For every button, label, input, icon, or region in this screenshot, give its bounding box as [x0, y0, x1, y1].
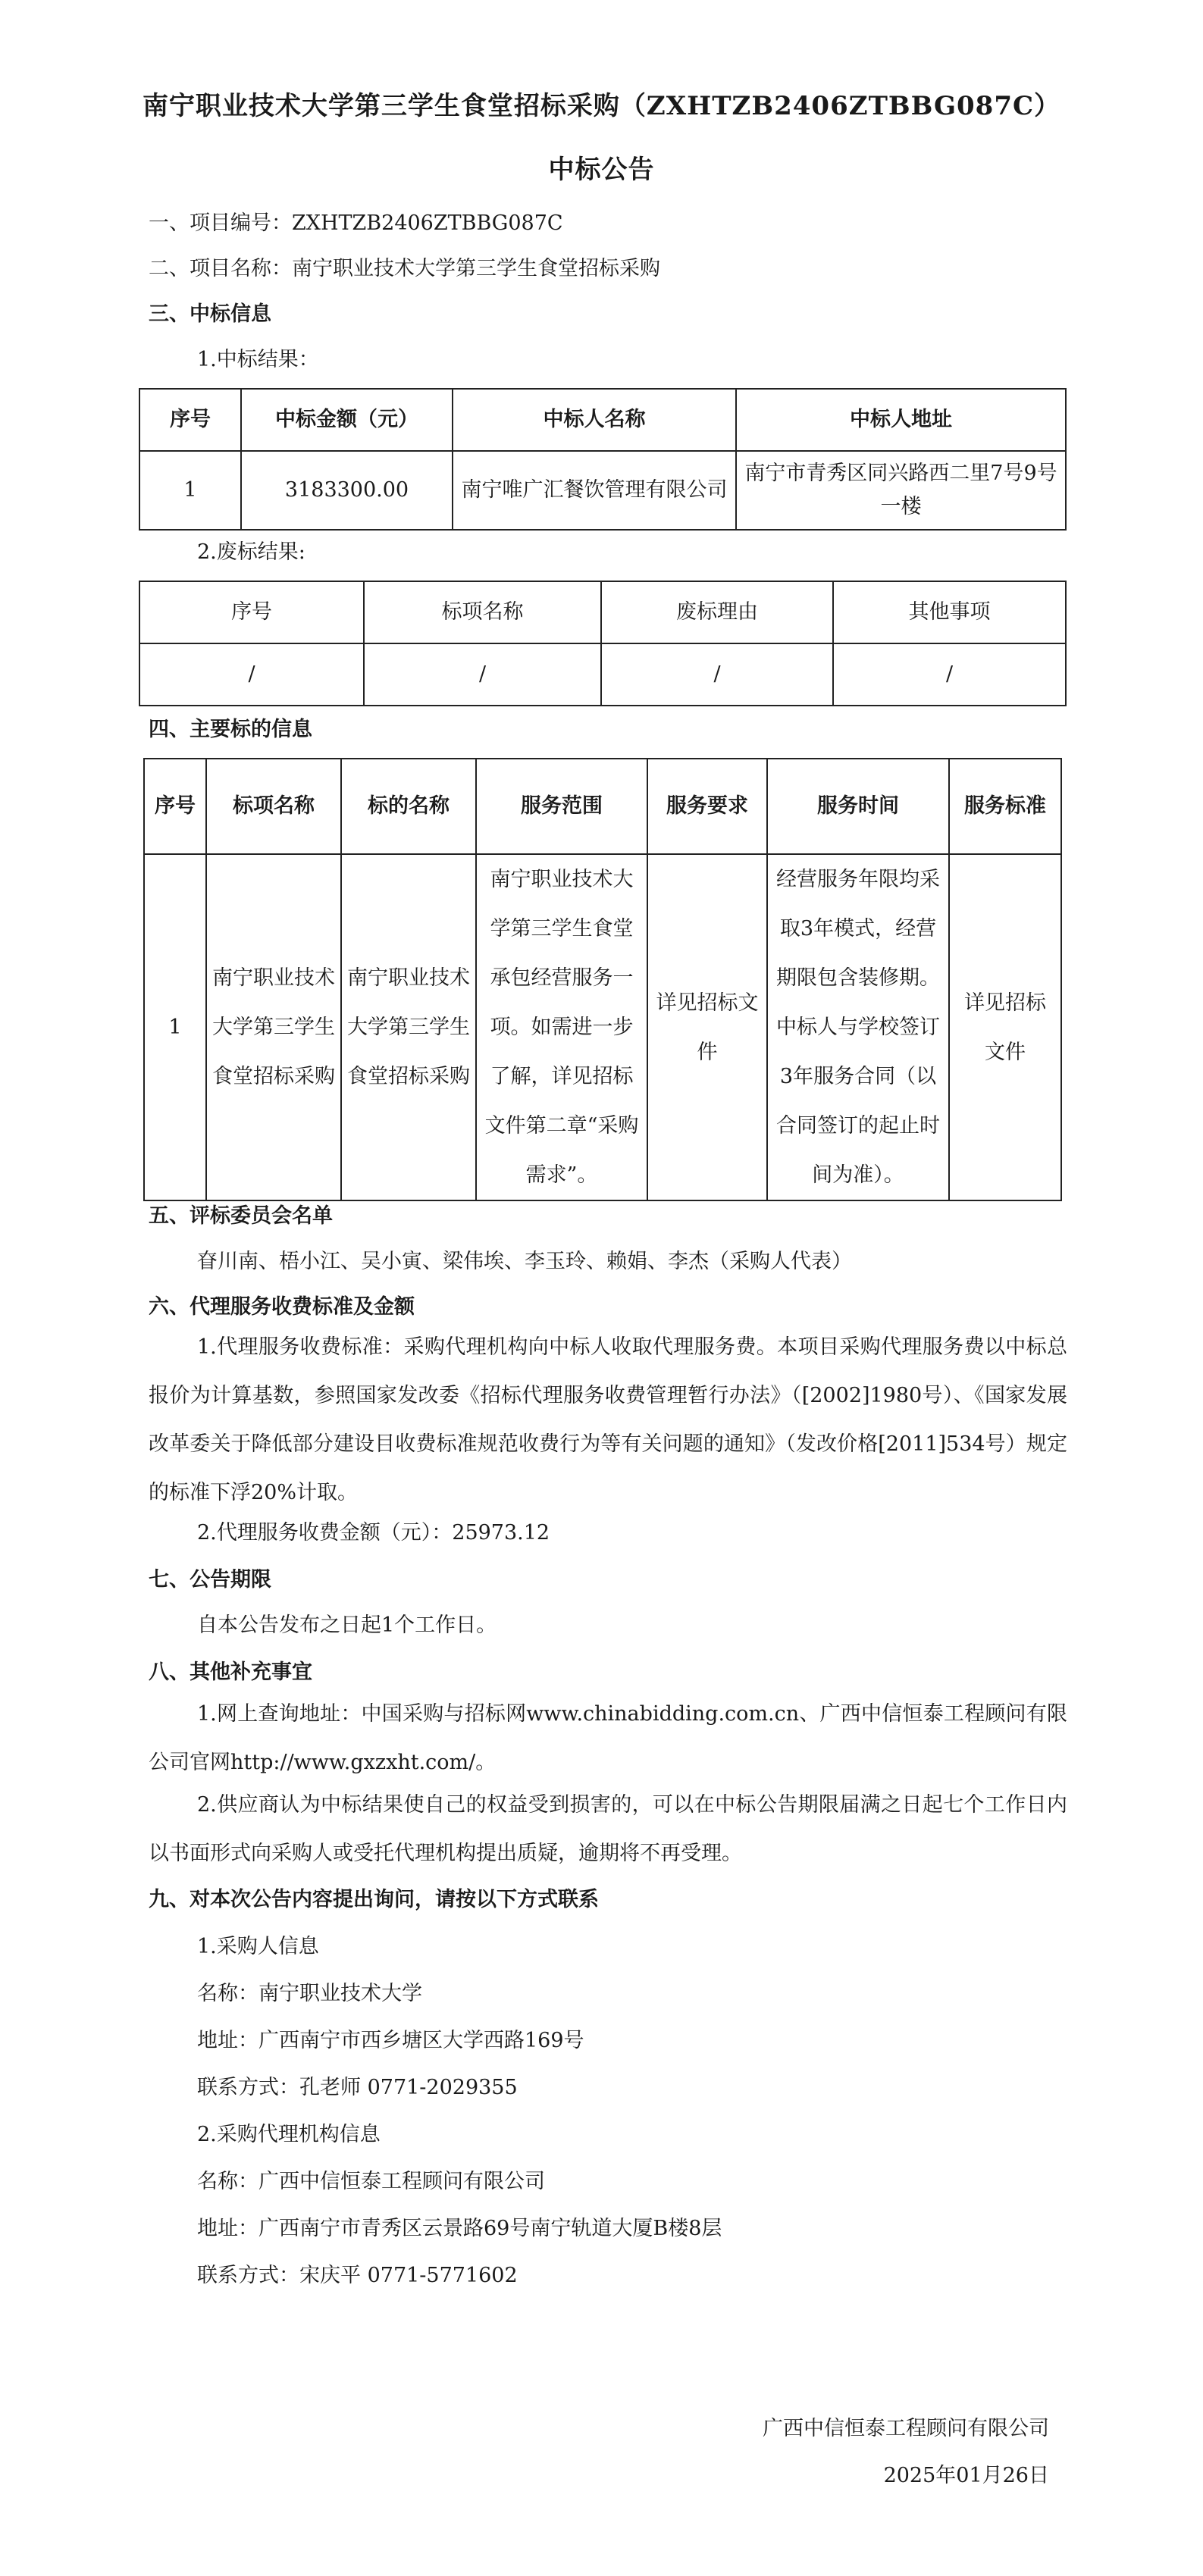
col-header: 其他事项: [833, 581, 1066, 643]
col-header: 序号: [139, 581, 364, 643]
failed-bid-label: 2.废标结果:: [197, 540, 305, 564]
award-result-label: 1.中标结果：: [197, 348, 319, 371]
table-header-row: [139, 389, 1066, 451]
cell-winner-address: 南宁市青秀区同兴路西二里7号9号一楼: [736, 451, 1066, 530]
cell-service-requirement: 详见招标文件: [647, 854, 767, 1200]
section-heading-contact: 九、对本次公告内容提出询问，请按以下方式联系: [149, 1888, 599, 1911]
col-header: 中标人名称: [453, 389, 736, 451]
project-name: 二、项目名称：南宁职业技术大学第三学生食堂招标采购: [149, 257, 660, 280]
project-number: 一、项目编号：ZXHTZB2406ZTBBG087C: [149, 211, 563, 235]
table-header-row: [144, 759, 1061, 854]
col-header: 服务时间: [767, 759, 949, 854]
col-header: 废标理由: [601, 581, 833, 643]
section-heading-award-info: 三、中标信息: [149, 302, 271, 326]
cell: /: [364, 643, 601, 706]
col-header: 服务标准: [949, 759, 1061, 854]
buyer-info-label: 1.采购人信息: [197, 1935, 319, 1958]
fee-amount: 2.代理服务收费金额（元）：25973.12: [197, 1521, 550, 1545]
col-header: 中标人地址: [736, 389, 1066, 451]
col-header: 标项名称: [364, 581, 601, 643]
fee-standard-paragraph: 1.代理服务收费标准：采购代理机构向中标人收取代理服务费。本项目采购代理服务费以中标总报价为计算基数，参照国家发改委《招标代理服务收费管理暂行办法》（[2002]1980号）、《国家发展改革委关于降低部分建设目收费标准规范收费行为等有关问题的通知》（发改价格[2011]534号）规定的标准下浮20%计取。: [149, 1335, 1067, 1504]
cell-service-standard: 详见招标文件: [949, 854, 1061, 1200]
agent-info-label: 2.采购代理机构信息: [197, 2123, 381, 2146]
col-header: 服务范围: [476, 759, 647, 854]
cell: /: [601, 643, 833, 706]
table-row: [139, 451, 1066, 530]
cell-index: 1: [139, 451, 241, 530]
table-header-row: [139, 581, 1066, 643]
buyer-name: 名称：南宁职业技术大学: [197, 1982, 422, 2005]
cell-service-time: 经营服务年限均采取3年模式，经营期限包含装修期。中标人与学校签订3年服务合同（以合同签订的起止时间为准）。: [767, 854, 949, 1200]
buyer-contact: 联系方式：孔老师 0771-2029355: [197, 2076, 518, 2099]
section-heading-other: 八、其他补充事宜: [149, 1660, 312, 1684]
col-header: 中标金额（元）: [241, 389, 453, 451]
document-subtitle: 中标公告: [548, 155, 655, 185]
col-header: 标项名称: [206, 759, 341, 854]
cell: /: [833, 643, 1066, 706]
objection-paragraph: 2.供应商认为中标结果使自己的权益受到损害的，可以在中标公告期限届满之日起七个工作日内以书面形式向采购人或受托代理机构提出质疑，逾期将不再受理。: [149, 1793, 1067, 1865]
agent-address: 地址：广西南宁市青秀区云景路69号南宁轨道大厦B楼8层: [197, 2217, 722, 2240]
cell-amount: 3183300.00: [241, 451, 453, 530]
col-header: 序号: [144, 759, 206, 854]
table-row: [144, 854, 1061, 1200]
cell: /: [139, 643, 364, 706]
cell-subject-name: 南宁职业技术大学第三学生食堂招标采购: [341, 854, 476, 1200]
subject-info-table: [143, 758, 1062, 1201]
col-header: 服务要求: [647, 759, 767, 854]
section-heading-committee: 五、评标委员会名单: [149, 1204, 333, 1228]
buyer-address: 地址：广西南宁市西乡塘区大学西路169号: [197, 2029, 584, 2052]
cell-winner-name: 南宁唯广汇餐饮管理有限公司: [453, 451, 736, 530]
announcement-period: 自本公告发布之日起1个工作日。: [197, 1614, 497, 1637]
table-row: [139, 643, 1066, 706]
cell-index: 1: [144, 854, 206, 1200]
agent-name: 名称：广西中信恒泰工程顾问有限公司: [197, 2170, 545, 2193]
col-header: 标的名称: [341, 759, 476, 854]
section-heading-period: 七、公告期限: [149, 1568, 271, 1592]
section-heading-subject-info: 四、主要标的信息: [149, 718, 312, 741]
agent-contact: 联系方式：宋庆平 0771-5771602: [197, 2264, 518, 2287]
signature-date: 2025年01月26日: [883, 2464, 1049, 2487]
cell-item-name: 南宁职业技术大学第三学生食堂招标采购: [206, 854, 341, 1200]
section-heading-fee: 六、代理服务收费标准及金额: [149, 1295, 415, 1319]
document-title: 南宁职业技术大学第三学生食堂招标采购（ZXHTZB2406ZTBBG087C）: [142, 91, 1061, 121]
failed-bid-table: [139, 581, 1067, 706]
col-header: 序号: [139, 389, 241, 451]
signature-org: 广西中信恒泰工程顾问有限公司: [763, 2417, 1049, 2440]
award-result-table: [139, 388, 1067, 531]
committee-list: 眘川南、梧小江、吴小寅、梁伟埃、李玉玲、赖娟、李杰（采购人代表）: [197, 1250, 852, 1273]
query-address-paragraph: 1.网上查询地址：中国采购与招标网www.chinabidding.com.cn、广西中信恒泰工程顾问有限公司官网http://www.gxzxht.com/。: [149, 1702, 1067, 1774]
cell-service-scope: 南宁职业技术大学第三学生食堂承包经营服务一项。如需进一步了解，详见招标文件第二章“采购需求”。: [476, 854, 647, 1200]
